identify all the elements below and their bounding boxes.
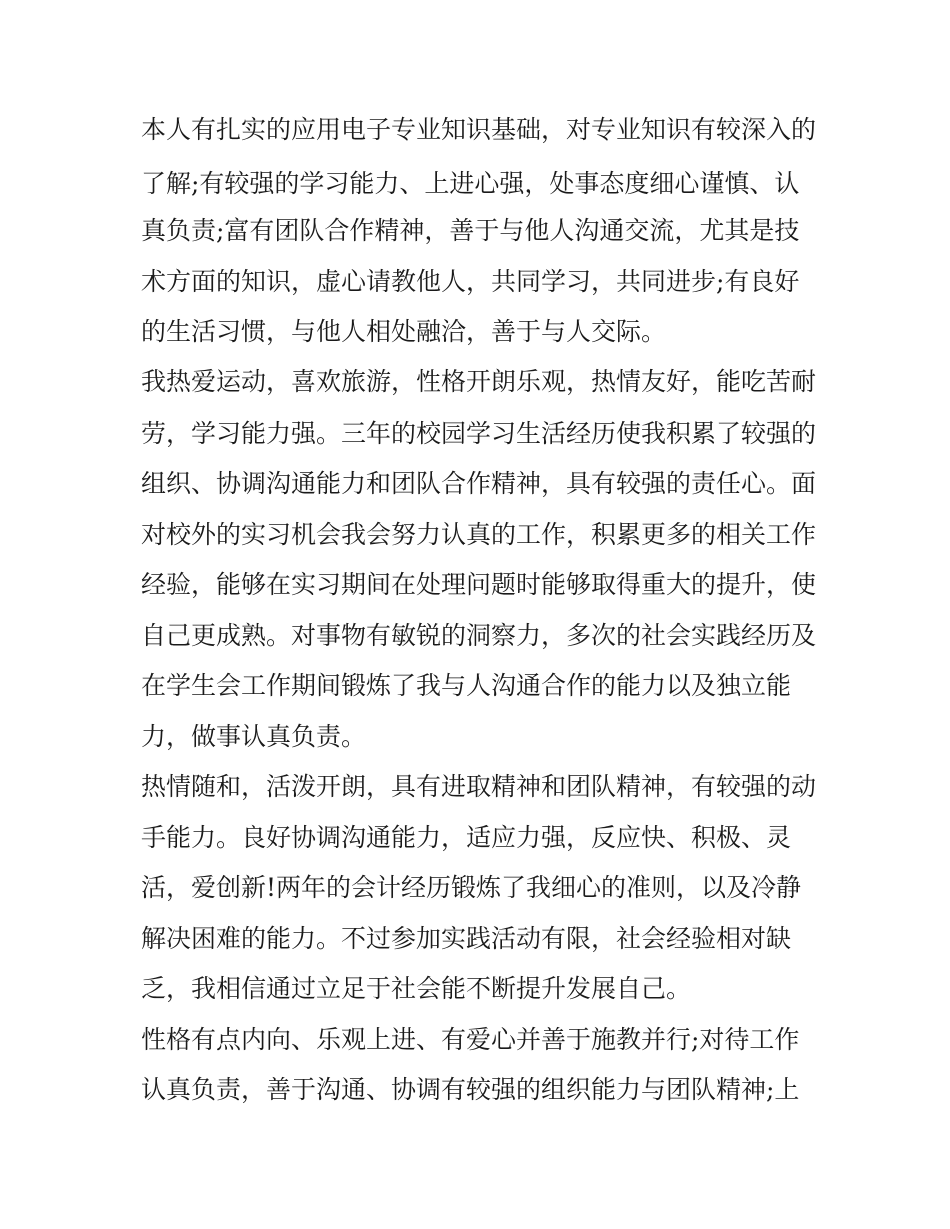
text-line: 对校外的实习机会我会努力认真的工作，积累更多的相关工作: [141, 520, 817, 549]
text-line: 力，做事认真负责。: [141, 722, 367, 751]
text-line: 手能力。良好协调沟通能力，适应力强，反应快、积极、灵: [141, 823, 792, 852]
text-line: 认真负责，善于沟通、协调有较强的组织能力与团队精神;上: [141, 1075, 800, 1104]
text-line: 术方面的知识，虚心请教他人，共同学习，共同进步;有良好: [141, 267, 800, 296]
text-line: 组织、协调沟通能力和团队合作精神，具有较强的责任心。面: [141, 469, 817, 498]
text-line: 真负责;富有团队合作精神，善于与他人沟通交流，尤其是技: [141, 216, 800, 245]
text-line: 了解;有较强的学习能力、上进心强，处事态度细心谨慎、认: [141, 169, 800, 198]
text-line: 活，爱创新!两年的会计经历锻炼了我细心的准则，以及冷静: [141, 873, 802, 902]
text-line: 经验，能够在实习期间在处理问题时能够取得重大的提升，使: [141, 570, 817, 599]
text-line: 乏，我相信通过立足于社会能不断提升发展自己。: [141, 974, 692, 1003]
text-line: 我热爱运动，喜欢旅游，性格开朗乐观，热情友好，能吃苦耐: [141, 367, 817, 396]
text-line: 解决困难的能力。不过参加实践活动有限，社会经验相对缺: [141, 924, 792, 953]
text-line: 热情随和，活泼开朗，具有进取精神和团队精神，有较强的动: [141, 772, 817, 801]
text-line: 在学生会工作期间锻炼了我与人沟通合作的能力以及独立能: [141, 671, 792, 700]
text-line: 性格有点内向、乐观上进、有爱心并善于施教并行;对待工作: [141, 1025, 800, 1054]
text-line: 本人有扎实的应用电子专业知识基础，对专业知识有较深入的: [141, 115, 817, 144]
text-line: 自己更成熟。对事物有敏锐的洞察力，多次的社会实践经历及: [141, 621, 817, 650]
text-line: 的生活习惯，与他人相处融洽，善于与人交际。: [141, 317, 667, 346]
text-line: 劳，学习能力强。三年的校园学习生活经历使我积累了较强的: [141, 419, 817, 448]
